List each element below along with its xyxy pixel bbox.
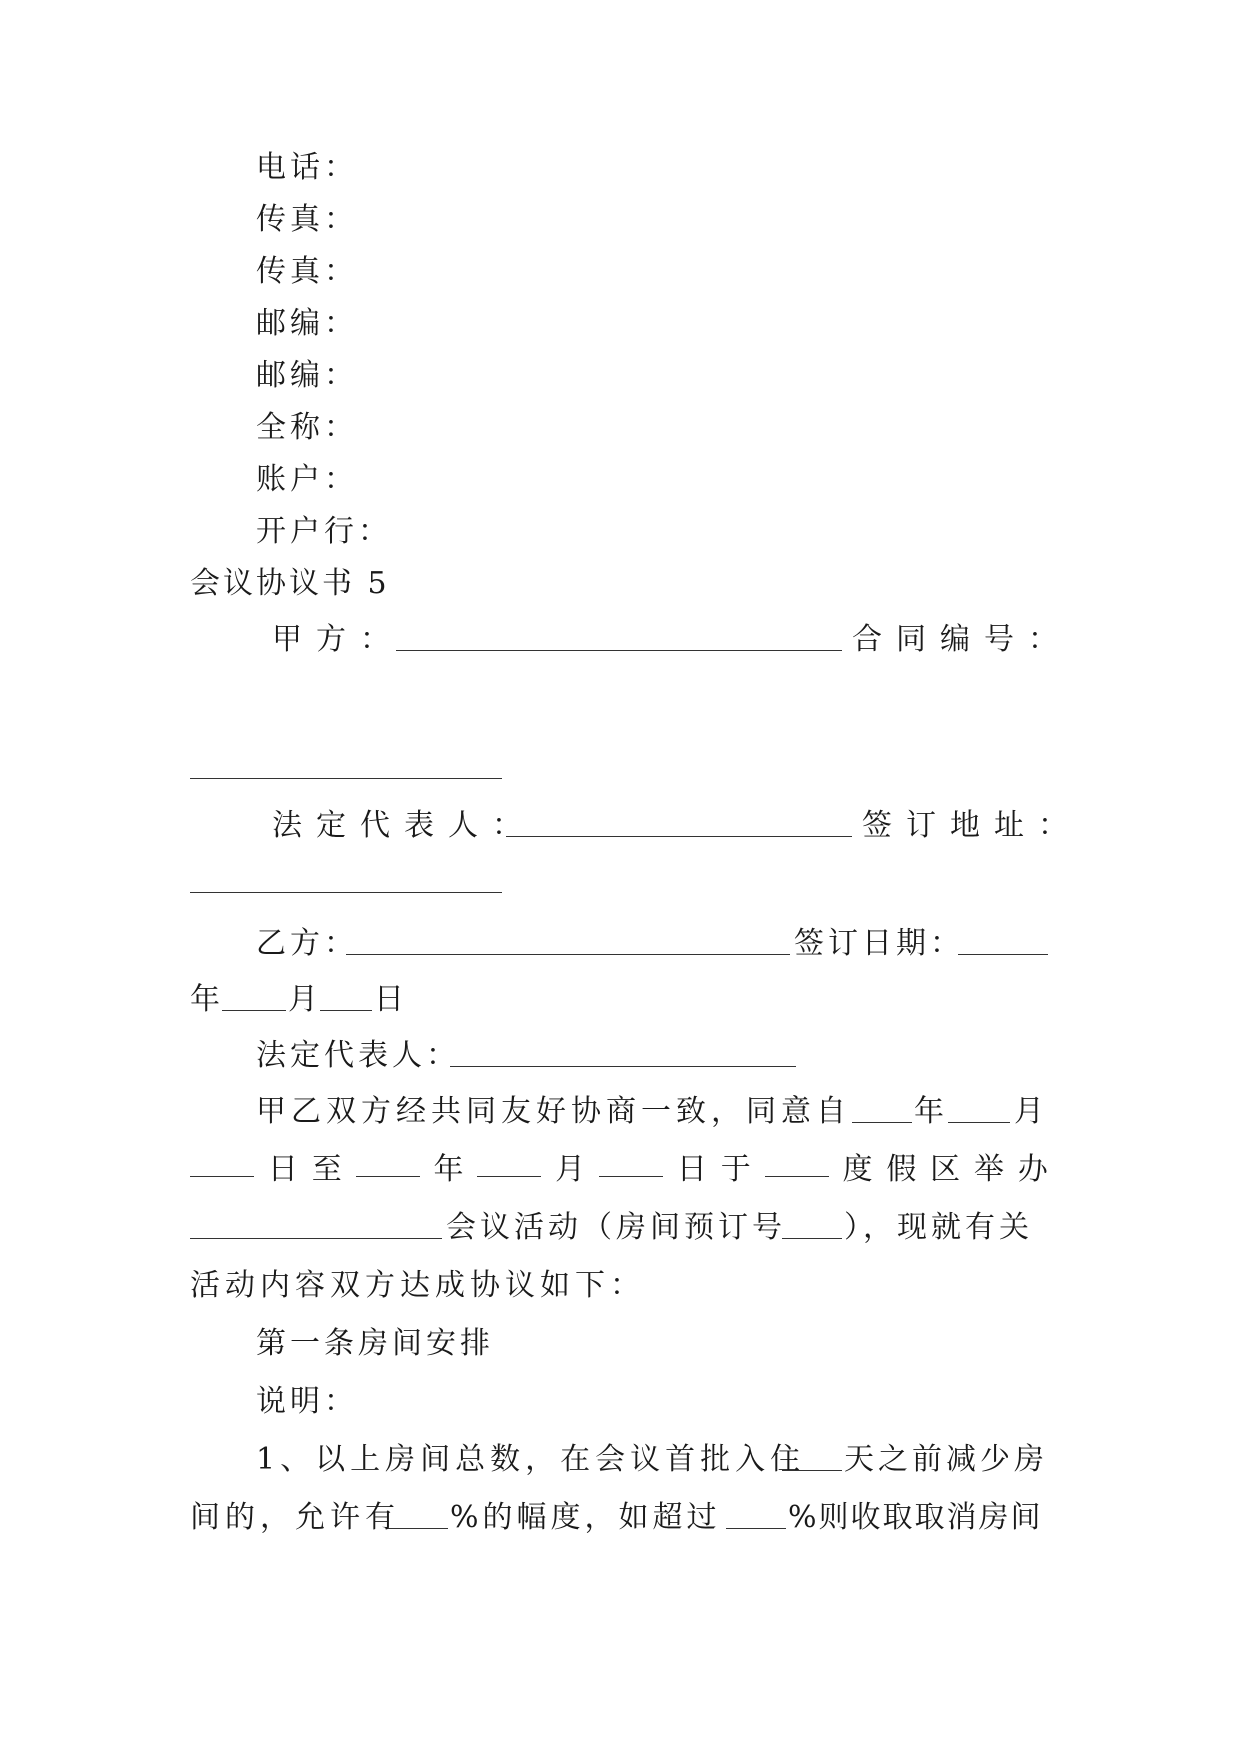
exceed-percent-blank (726, 1502, 786, 1529)
date-day-blank (320, 984, 372, 1011)
date-year: 年 (190, 982, 220, 1017)
line2-word: 度 (842, 1152, 873, 1187)
line2-word: 举 (974, 1152, 1005, 1187)
item1-line2b: %的幅度，如超过 (450, 1500, 721, 1535)
paragraph1-line3b: ），现就有关 (844, 1210, 1033, 1245)
line2-word: 办 (1017, 1152, 1048, 1187)
reservation-no-blank (782, 1212, 842, 1239)
sign-date-label: 签订日期： (794, 926, 964, 961)
start-day-blank (190, 1150, 254, 1177)
postcode-label-2: 邮编： (256, 358, 358, 393)
contract-no-label: 合同编号： (852, 622, 1072, 657)
line2-word: 日 (267, 1152, 298, 1187)
sign-address-blank (190, 892, 502, 893)
paragraph1-line1: 甲乙双方经共同友好协商一致，同意自 (256, 1094, 851, 1129)
start-month-label: 月 (1014, 1094, 1044, 1129)
postcode-label: 邮编： (256, 306, 358, 341)
party-a-blank (396, 624, 842, 651)
legal-rep-a-blank (506, 810, 852, 837)
paragraph1-line3a: 会议活动（房间预订号 (446, 1210, 786, 1245)
full-name-label: 全称： (256, 410, 358, 445)
line2-word: 月 (555, 1152, 586, 1187)
item1-line1b: 天之前减少房 (844, 1442, 1048, 1477)
meeting-name-blank (190, 1212, 442, 1239)
date-month-blank (222, 984, 286, 1011)
paragraph1-line2 (190, 1150, 1048, 1190)
start-year-blank (852, 1096, 912, 1123)
bank-label: 开户行： (256, 514, 392, 549)
paragraph1-line4: 活动内容双方达成协议如下： (190, 1268, 645, 1303)
fax-label: 传真： (256, 202, 358, 237)
end-month-blank (477, 1150, 541, 1177)
item1-line2a: 间的，允许有 (190, 1500, 400, 1535)
start-month-blank (948, 1096, 1010, 1123)
end-day-blank (599, 1150, 663, 1177)
line2-word: 年 (433, 1152, 464, 1187)
legal-rep-a-label: 法定代表人： (272, 808, 536, 843)
line2-word: 至 (311, 1152, 342, 1187)
end-year-blank (356, 1150, 420, 1177)
sign-date-year-blank (958, 928, 1048, 955)
allowed-percent-blank (388, 1502, 448, 1529)
legal-rep-b-label: 法定代表人： (256, 1038, 460, 1073)
start-year-label: 年 (914, 1094, 944, 1129)
contract-no-blank (190, 778, 502, 779)
line2-word: 于 (720, 1152, 751, 1187)
fax-label-2: 传真： (256, 254, 358, 289)
venue-blank (765, 1150, 829, 1177)
line2-word: 区 (930, 1152, 961, 1187)
date-month: 月 (288, 982, 318, 1017)
article1-title: 第一条房间安排 (256, 1326, 494, 1361)
party-b-label: 乙方： (256, 926, 358, 961)
sign-address-label: 签订地址： (862, 808, 1082, 843)
section-title: 会议协议书 5 (190, 566, 390, 601)
legal-rep-b-blank (450, 1040, 796, 1067)
date-day: 日 (374, 982, 404, 1017)
line2-word: 假 (886, 1152, 917, 1187)
item1-line1a: 1、以上房间总数，在会议首批入住 (256, 1442, 806, 1477)
phone-label: 电话： (256, 150, 358, 185)
party-a-label: 甲方： (272, 622, 404, 657)
line2-word: 日 (676, 1152, 707, 1187)
days-blank (782, 1444, 842, 1471)
party-b-blank (346, 928, 790, 955)
account-label: 账户： (256, 462, 358, 497)
item1-line2c: %则收取取消房间 (788, 1500, 1043, 1535)
note-label: 说明： (256, 1384, 358, 1419)
